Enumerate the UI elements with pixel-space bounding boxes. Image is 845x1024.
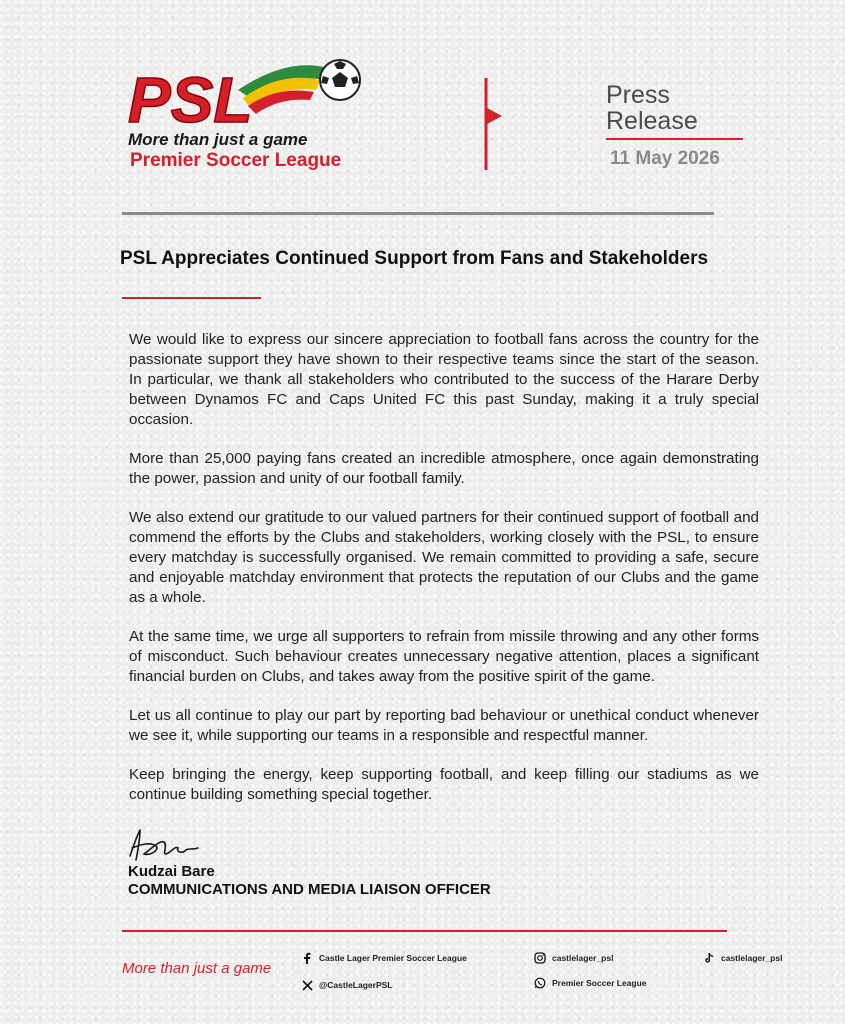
headline-underline (122, 297, 261, 299)
facebook-handle: Castle Lager Premier Soccer League (319, 953, 467, 963)
psl-logo-graphic (118, 50, 368, 140)
social-instagram[interactable] (534, 952, 613, 964)
footer-tagline: More than just a game (122, 960, 272, 977)
signatory-name: Kudzai Bare (128, 863, 215, 880)
body-paragraph: We would like to express our sincere appreciation to football fans across the country for the passionate support they have shown to their respective teams since the start of the season. In particular, we thank all stakeholders who contributed to the success of the Harare Derby between Dynamos FC and Caps United FC this past Sunday, making it a truly special occasion. (129, 331, 759, 428)
press-label-line2: Release (606, 107, 698, 135)
social-facebook[interactable] (301, 952, 467, 964)
x-icon (301, 979, 313, 991)
signatory-title: COMMUNICATIONS AND MEDIA LIAISON OFFICER (128, 881, 491, 898)
headline: PSL Appreciates Continued Support from Fans and Stakeholders (120, 248, 709, 269)
body-paragraph: At the same time, we urge all supporters to refrain from missile throwing and any other forms of misconduct. Such behaviour creates unnecessary negative attention, places a significant financial burden on Clubs, and takes away from the positive spirit of the game. (129, 628, 759, 685)
body-paragraph: More than 25,000 paying fans created an incredible atmosphere, once again demonstrating the power, passion and unity of our football family. (129, 450, 759, 487)
flag-marker-icon (482, 78, 512, 170)
social-whatsapp[interactable] (534, 977, 647, 989)
tiktok-handle: castlelager_psl (721, 953, 783, 963)
body-paragraph: Keep bringing the energy, keep supporting football, and keep filling our stadiums as we continue building something special together. (129, 766, 759, 803)
social-tiktok[interactable] (703, 952, 782, 964)
social-x[interactable] (301, 979, 392, 991)
body-paragraph: We also extend our gratitude to our valued partners for their continued support of football and commend the efforts by the Clubs and stakeholders, working closely with the PSL, to ensure every matchday is successfully organised. We remain committed to providing a safe, secure and enjoyable matchday environment that protects the reputation of our Clubs and the game as a whole. (129, 509, 759, 606)
press-label-underline (606, 138, 743, 140)
header-divider (122, 212, 714, 215)
psl-logo (118, 50, 368, 180)
whatsapp-handle: Premier Soccer League (552, 978, 647, 988)
press-release-label (606, 82, 751, 170)
whatsapp-icon (534, 977, 546, 989)
logo-tagline: More than just a game (128, 130, 308, 149)
instagram-icon (534, 952, 546, 964)
instagram-handle: castlelager_psl (552, 953, 614, 963)
body-text (129, 330, 759, 824)
tiktok-icon (703, 952, 715, 964)
body-paragraph: Let us all continue to play our part by reporting bad behaviour or unethical conduct whenever we see it, while supporting our teams in a responsible and respectful manner. (129, 707, 759, 744)
facebook-icon (301, 952, 313, 964)
handwritten-signature (126, 826, 206, 864)
footer-divider (122, 930, 727, 932)
release-date: 11 May 2026 (610, 148, 720, 169)
psl-wordmark: PSL (128, 64, 253, 136)
press-label-line1: Press (606, 81, 670, 109)
x-handle: @CastleLagerPSL (319, 980, 393, 990)
logo-league-name: Premier Soccer League (130, 150, 342, 171)
